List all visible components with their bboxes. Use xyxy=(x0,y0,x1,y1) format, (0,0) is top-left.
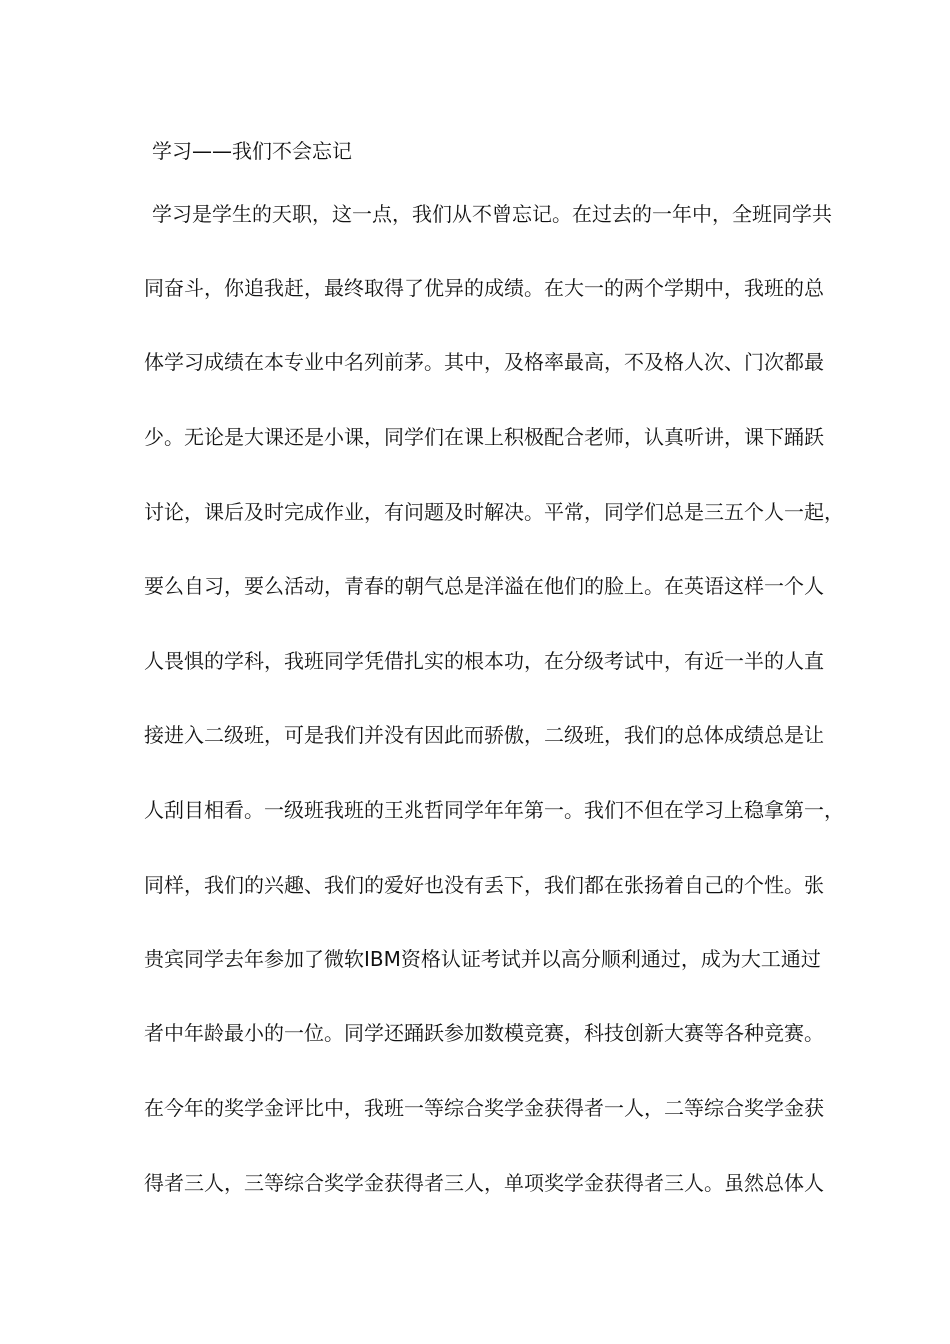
paragraph-line: 者中年龄最小的一位。同学还踊跃参加数模竞赛，科技创新大赛等各种竞赛。 xyxy=(144,1021,824,1045)
paragraph-line: 体学习成绩在本专业中名列前茅。其中，及格率最高，不及格人次、门次都最 xyxy=(144,350,824,374)
paragraph-line: 少。无论是大课还是小课，同学们在课上积极配合老师，认真听讲，课下踊跃 xyxy=(144,425,824,449)
section-heading: 学习——我们不会忘记 xyxy=(152,139,352,163)
paragraph-line: 同奋斗，你追我赶，最终取得了优异的成绩。在大一的两个学期中，我班的总 xyxy=(144,276,824,300)
paragraph-line: 要么自习，要么活动，青春的朝气总是洋溢在他们的脸上。在英语这样一个人 xyxy=(144,574,824,598)
paragraph-line: 讨论，课后及时完成作业，有问题及时解决。平常，同学们总是三五个人一起， xyxy=(144,500,844,524)
paragraph-line: 贵宾同学去年参加了微软IBM资格认证考试并以高分顺利通过，成为大工通过 xyxy=(144,947,821,971)
paragraph-line: 接进入二级班，可是我们并没有因此而骄傲，二级班，我们的总体成绩总是让 xyxy=(144,723,824,747)
paragraph-line: 学习是学生的天职，这一点，我们从不曾忘记。在过去的一年中，全班同学共 xyxy=(152,202,832,226)
paragraph-line: 同样，我们的兴趣、我们的爱好也没有丢下，我们都在张扬着自己的个性。张 xyxy=(144,873,824,897)
paragraph-line: 得者三人，三等综合奖学金获得者三人，单项奖学金获得者三人。虽然总体人 xyxy=(144,1171,824,1195)
paragraph-line: 人刮目相看。一级班我班的王兆哲同学年年第一。我们不但在学习上稳拿第一， xyxy=(144,798,844,822)
paragraph-line: 在今年的奖学金评比中，我班一等综合奖学金获得者一人，二等综合奖学金获 xyxy=(144,1096,824,1120)
paragraph-line: 人畏惧的学科，我班同学凭借扎实的根本功，在分级考试中，有近一半的人直 xyxy=(144,649,824,673)
